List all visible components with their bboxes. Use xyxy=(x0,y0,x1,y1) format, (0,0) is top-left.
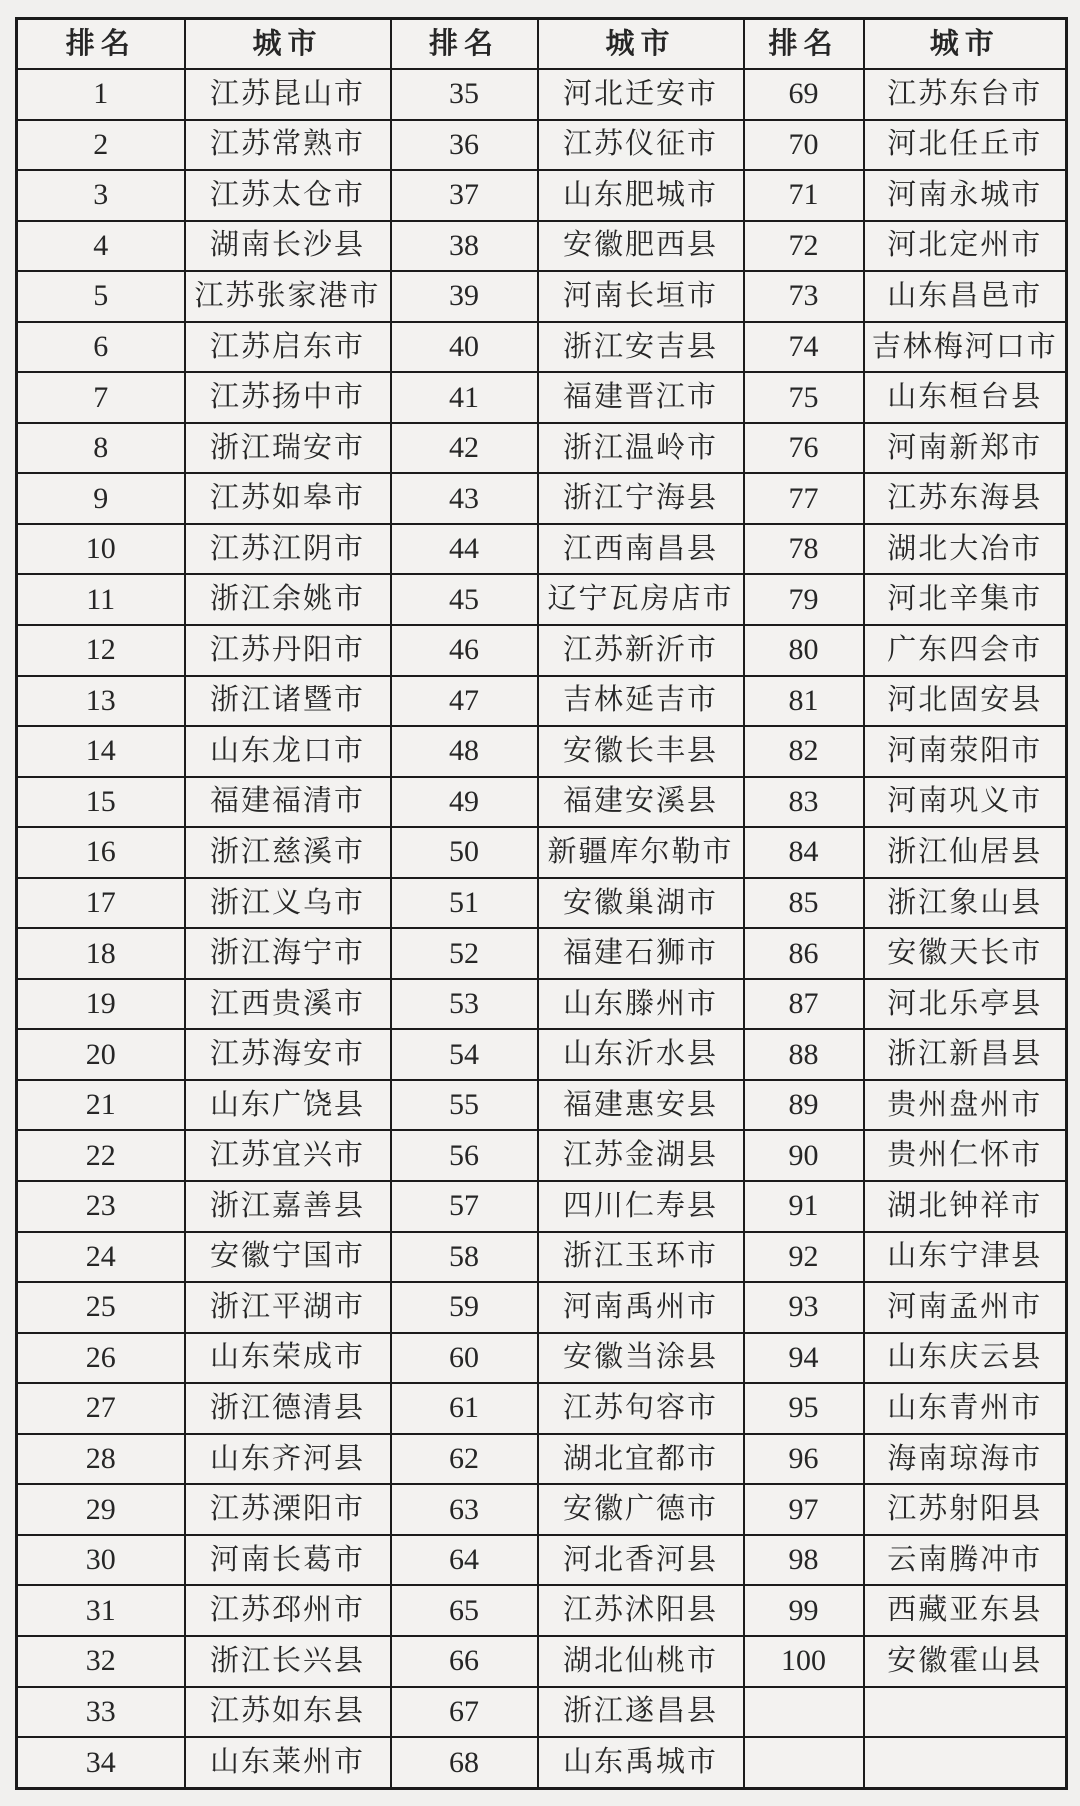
city-cell: 山东荣成市 xyxy=(185,1333,391,1384)
table-row xyxy=(17,1333,1067,1384)
city-cell: 福建晋江市 xyxy=(538,372,744,423)
rank-cell: 38 xyxy=(391,221,538,272)
city-cell: 河北迁安市 xyxy=(538,69,744,120)
rank-cell: 26 xyxy=(17,1333,185,1384)
rank-cell: 36 xyxy=(391,120,538,171)
city-cell: 山东沂水县 xyxy=(538,1029,744,1080)
rank-cell: 65 xyxy=(391,1585,538,1636)
table-row xyxy=(17,1687,1067,1738)
rank-cell: 56 xyxy=(391,1130,538,1181)
city-cell: 河南长垣市 xyxy=(538,271,744,322)
city-cell: 江苏扬中市 xyxy=(185,372,391,423)
city-cell: 山东广饶县 xyxy=(185,1080,391,1131)
rank-cell: 31 xyxy=(17,1585,185,1636)
rank-cell: 70 xyxy=(744,120,864,171)
rank-cell: 63 xyxy=(391,1484,538,1535)
rank-cell: 10 xyxy=(17,524,185,575)
city-cell: 安徽霍山县 xyxy=(864,1636,1067,1687)
city-cell: 河南新郑市 xyxy=(864,423,1067,474)
rank-cell: 42 xyxy=(391,423,538,474)
city-cell: 山东龙口市 xyxy=(185,726,391,777)
city-cell: 江苏海安市 xyxy=(185,1029,391,1080)
city-cell: 河南荥阳市 xyxy=(864,726,1067,777)
city-cell: 浙江德清县 xyxy=(185,1383,391,1434)
city-cell: 江苏常熟市 xyxy=(185,120,391,171)
city-cell: 安徽广德市 xyxy=(538,1484,744,1535)
city-cell: 贵州仁怀市 xyxy=(864,1130,1067,1181)
table-row xyxy=(17,827,1067,878)
city-cell: 山东莱州市 xyxy=(185,1737,391,1788)
rank-cell: 37 xyxy=(391,170,538,221)
city-cell: 江苏丹阳市 xyxy=(185,625,391,676)
rank-cell: 68 xyxy=(391,1737,538,1788)
table-row xyxy=(17,69,1067,120)
rank-cell: 87 xyxy=(744,979,864,1030)
rank-cell: 89 xyxy=(744,1080,864,1131)
city-cell: 湖北大冶市 xyxy=(864,524,1067,575)
rank-cell: 18 xyxy=(17,928,185,979)
city-cell: 河南永城市 xyxy=(864,170,1067,221)
rank-cell: 88 xyxy=(744,1029,864,1080)
city-cell: 江苏昆山市 xyxy=(185,69,391,120)
rank-cell: 51 xyxy=(391,878,538,929)
column-header-city: 城市 xyxy=(538,19,744,70)
rank-cell: 64 xyxy=(391,1535,538,1586)
city-cell: 山东禹城市 xyxy=(538,1737,744,1788)
city-cell: 浙江平湖市 xyxy=(185,1282,391,1333)
rank-cell: 62 xyxy=(391,1434,538,1485)
rank-cell: 27 xyxy=(17,1383,185,1434)
rank-cell: 57 xyxy=(391,1181,538,1232)
city-cell: 河北香河县 xyxy=(538,1535,744,1586)
city-cell: 山东庆云县 xyxy=(864,1333,1067,1384)
city-cell: 湖北钟祥市 xyxy=(864,1181,1067,1232)
table-row xyxy=(17,1737,1067,1788)
rank-cell: 9 xyxy=(17,473,185,524)
rank-cell: 59 xyxy=(391,1282,538,1333)
table-row xyxy=(17,928,1067,979)
city-cell: 浙江长兴县 xyxy=(185,1636,391,1687)
rank-cell: 94 xyxy=(744,1333,864,1384)
rank-cell: 12 xyxy=(17,625,185,676)
city-cell: 河北辛集市 xyxy=(864,574,1067,625)
rank-cell: 11 xyxy=(17,574,185,625)
rank-cell: 20 xyxy=(17,1029,185,1080)
city-cell: 浙江安吉县 xyxy=(538,322,744,373)
rank-cell: 15 xyxy=(17,777,185,828)
rank-cell: 1 xyxy=(17,69,185,120)
city-cell: 浙江义乌市 xyxy=(185,878,391,929)
rank-cell: 98 xyxy=(744,1535,864,1586)
city-cell: 山东宁津县 xyxy=(864,1232,1067,1283)
table-row xyxy=(17,1484,1067,1535)
rank-cell: 82 xyxy=(744,726,864,777)
city-cell: 江苏江阴市 xyxy=(185,524,391,575)
city-cell: 吉林延吉市 xyxy=(538,676,744,727)
table-row xyxy=(17,120,1067,171)
city-cell: 福建惠安县 xyxy=(538,1080,744,1131)
city-cell: 辽宁瓦房店市 xyxy=(538,574,744,625)
city-cell: 福建福清市 xyxy=(185,777,391,828)
table-row xyxy=(17,1130,1067,1181)
rank-cell: 16 xyxy=(17,827,185,878)
city-cell: 新疆库尔勒市 xyxy=(538,827,744,878)
city-cell: 浙江余姚市 xyxy=(185,574,391,625)
city-cell: 浙江象山县 xyxy=(864,878,1067,929)
rank-cell: 5 xyxy=(17,271,185,322)
city-cell: 江苏邳州市 xyxy=(185,1585,391,1636)
city-cell: 吉林梅河口市 xyxy=(864,322,1067,373)
city-cell: 安徽天长市 xyxy=(864,928,1067,979)
table-row xyxy=(17,1080,1067,1131)
table-row xyxy=(17,1535,1067,1586)
rank-cell: 34 xyxy=(17,1737,185,1788)
rank-cell: 84 xyxy=(744,827,864,878)
city-cell: 安徽肥西县 xyxy=(538,221,744,272)
rank-cell: 71 xyxy=(744,170,864,221)
table-row xyxy=(17,170,1067,221)
rank-cell: 81 xyxy=(744,676,864,727)
rank-cell: 67 xyxy=(391,1687,538,1738)
city-cell: 浙江温岭市 xyxy=(538,423,744,474)
city-cell: 福建安溪县 xyxy=(538,777,744,828)
rank-cell: 17 xyxy=(17,878,185,929)
rank-cell: 90 xyxy=(744,1130,864,1181)
city-cell: 湖北宜都市 xyxy=(538,1434,744,1485)
city-cell: 河南长葛市 xyxy=(185,1535,391,1586)
table-row xyxy=(17,1282,1067,1333)
rank-cell: 93 xyxy=(744,1282,864,1333)
city-cell: 河北乐亭县 xyxy=(864,979,1067,1030)
table-row xyxy=(17,574,1067,625)
column-header-rank: 排名 xyxy=(744,19,864,70)
rank-cell: 47 xyxy=(391,676,538,727)
city-cell: 山东肥城市 xyxy=(538,170,744,221)
rank-cell: 83 xyxy=(744,777,864,828)
city-cell: 西藏亚东县 xyxy=(864,1585,1067,1636)
city-cell: 江苏如皋市 xyxy=(185,473,391,524)
rank-cell: 32 xyxy=(17,1636,185,1687)
rank-cell: 53 xyxy=(391,979,538,1030)
table-row xyxy=(17,423,1067,474)
rank-cell xyxy=(744,1737,864,1788)
rank-cell: 95 xyxy=(744,1383,864,1434)
city-cell: 江苏东海县 xyxy=(864,473,1067,524)
table-row xyxy=(17,878,1067,929)
table-row xyxy=(17,524,1067,575)
city-cell: 湖北仙桃市 xyxy=(538,1636,744,1687)
table-row xyxy=(17,1434,1067,1485)
table-row xyxy=(17,676,1067,727)
table-row xyxy=(17,271,1067,322)
rank-cell: 80 xyxy=(744,625,864,676)
rank-cell: 28 xyxy=(17,1434,185,1485)
city-cell: 安徽巢湖市 xyxy=(538,878,744,929)
city-cell: 浙江海宁市 xyxy=(185,928,391,979)
table-row xyxy=(17,1232,1067,1283)
header-row xyxy=(17,19,1067,70)
city-cell: 福建石狮市 xyxy=(538,928,744,979)
city-cell: 江苏句容市 xyxy=(538,1383,744,1434)
rank-cell: 23 xyxy=(17,1181,185,1232)
city-cell: 山东青州市 xyxy=(864,1383,1067,1434)
rank-cell: 75 xyxy=(744,372,864,423)
city-cell: 浙江仙居县 xyxy=(864,827,1067,878)
table-row xyxy=(17,1585,1067,1636)
rank-cell: 25 xyxy=(17,1282,185,1333)
city-cell: 江苏溧阳市 xyxy=(185,1484,391,1535)
rank-cell: 21 xyxy=(17,1080,185,1131)
table-row xyxy=(17,1029,1067,1080)
rank-cell: 58 xyxy=(391,1232,538,1283)
rank-cell: 40 xyxy=(391,322,538,373)
column-header-city: 城市 xyxy=(864,19,1067,70)
city-cell: 浙江宁海县 xyxy=(538,473,744,524)
city-cell: 山东桓台县 xyxy=(864,372,1067,423)
city-cell: 浙江玉环市 xyxy=(538,1232,744,1283)
rank-cell: 3 xyxy=(17,170,185,221)
rank-cell: 69 xyxy=(744,69,864,120)
rank-cell: 24 xyxy=(17,1232,185,1283)
city-cell: 四川仁寿县 xyxy=(538,1181,744,1232)
city-cell: 山东齐河县 xyxy=(185,1434,391,1485)
city-cell: 河北任丘市 xyxy=(864,120,1067,171)
rank-cell: 19 xyxy=(17,979,185,1030)
rank-cell: 78 xyxy=(744,524,864,575)
rank-cell: 13 xyxy=(17,676,185,727)
city-cell: 安徽当涂县 xyxy=(538,1333,744,1384)
rank-cell: 14 xyxy=(17,726,185,777)
rank-cell: 91 xyxy=(744,1181,864,1232)
city-cell: 江苏东台市 xyxy=(864,69,1067,120)
rank-cell: 22 xyxy=(17,1130,185,1181)
table-row xyxy=(17,777,1067,828)
city-cell: 云南腾冲市 xyxy=(864,1535,1067,1586)
rank-cell: 55 xyxy=(391,1080,538,1131)
city-ranking-table xyxy=(15,17,1068,1790)
rank-cell: 49 xyxy=(391,777,538,828)
city-cell: 安徽长丰县 xyxy=(538,726,744,777)
table-row xyxy=(17,625,1067,676)
table-row xyxy=(17,322,1067,373)
city-cell: 江苏新沂市 xyxy=(538,625,744,676)
table-row xyxy=(17,979,1067,1030)
city-cell: 河北固安县 xyxy=(864,676,1067,727)
city-cell: 贵州盘州市 xyxy=(864,1080,1067,1131)
city-cell: 河南巩义市 xyxy=(864,777,1067,828)
city-cell: 江苏射阳县 xyxy=(864,1484,1067,1535)
city-cell: 湖南长沙县 xyxy=(185,221,391,272)
city-cell: 江苏金湖县 xyxy=(538,1130,744,1181)
city-cell: 浙江慈溪市 xyxy=(185,827,391,878)
rank-cell: 44 xyxy=(391,524,538,575)
rank-cell: 41 xyxy=(391,372,538,423)
city-cell: 江苏宜兴市 xyxy=(185,1130,391,1181)
rank-cell: 79 xyxy=(744,574,864,625)
city-cell: 广东四会市 xyxy=(864,625,1067,676)
column-header-rank: 排名 xyxy=(17,19,185,70)
rank-cell: 92 xyxy=(744,1232,864,1283)
rank-cell: 7 xyxy=(17,372,185,423)
city-cell: 江西贵溪市 xyxy=(185,979,391,1030)
city-cell: 河南孟州市 xyxy=(864,1282,1067,1333)
table-row xyxy=(17,221,1067,272)
rank-cell: 4 xyxy=(17,221,185,272)
city-cell: 江苏张家港市 xyxy=(185,271,391,322)
rank-cell: 54 xyxy=(391,1029,538,1080)
table-row xyxy=(17,473,1067,524)
rank-cell: 86 xyxy=(744,928,864,979)
city-cell: 浙江新昌县 xyxy=(864,1029,1067,1080)
rank-cell: 72 xyxy=(744,221,864,272)
rank-cell: 29 xyxy=(17,1484,185,1535)
city-cell: 河北定州市 xyxy=(864,221,1067,272)
city-cell: 江苏沭阳县 xyxy=(538,1585,744,1636)
rank-cell: 52 xyxy=(391,928,538,979)
rank-cell: 46 xyxy=(391,625,538,676)
rank-cell: 2 xyxy=(17,120,185,171)
rank-cell: 60 xyxy=(391,1333,538,1384)
city-cell: 江苏太仓市 xyxy=(185,170,391,221)
city-cell: 河南禹州市 xyxy=(538,1282,744,1333)
rank-cell: 76 xyxy=(744,423,864,474)
column-header-city: 城市 xyxy=(185,19,391,70)
city-cell: 江苏启东市 xyxy=(185,322,391,373)
city-cell: 江苏如东县 xyxy=(185,1687,391,1738)
column-header-rank: 排名 xyxy=(391,19,538,70)
rank-cell: 33 xyxy=(17,1687,185,1738)
table-body xyxy=(17,69,1067,1789)
city-cell: 海南琼海市 xyxy=(864,1434,1067,1485)
city-cell xyxy=(864,1737,1067,1788)
rank-cell: 100 xyxy=(744,1636,864,1687)
city-cell xyxy=(864,1687,1067,1738)
table-row xyxy=(17,1636,1067,1687)
rank-cell: 30 xyxy=(17,1535,185,1586)
city-cell: 江苏仪征市 xyxy=(538,120,744,171)
rank-cell: 35 xyxy=(391,69,538,120)
rank-cell: 97 xyxy=(744,1484,864,1535)
rank-cell: 43 xyxy=(391,473,538,524)
rank-cell: 99 xyxy=(744,1585,864,1636)
table-row xyxy=(17,372,1067,423)
city-cell: 浙江遂昌县 xyxy=(538,1687,744,1738)
rank-cell: 77 xyxy=(744,473,864,524)
rank-cell: 61 xyxy=(391,1383,538,1434)
rank-cell: 50 xyxy=(391,827,538,878)
rank-cell: 8 xyxy=(17,423,185,474)
rank-cell: 96 xyxy=(744,1434,864,1485)
rank-cell: 85 xyxy=(744,878,864,929)
city-cell: 安徽宁国市 xyxy=(185,1232,391,1283)
table-row xyxy=(17,1181,1067,1232)
rank-cell: 39 xyxy=(391,271,538,322)
city-cell: 山东滕州市 xyxy=(538,979,744,1030)
city-cell: 山东昌邑市 xyxy=(864,271,1067,322)
city-cell: 浙江嘉善县 xyxy=(185,1181,391,1232)
rank-cell: 6 xyxy=(17,322,185,373)
table-row xyxy=(17,726,1067,777)
city-cell: 江西南昌县 xyxy=(538,524,744,575)
table-row xyxy=(17,1383,1067,1434)
rank-cell: 45 xyxy=(391,574,538,625)
rank-cell: 48 xyxy=(391,726,538,777)
rank-cell xyxy=(744,1687,864,1738)
rank-cell: 66 xyxy=(391,1636,538,1687)
city-cell: 浙江瑞安市 xyxy=(185,423,391,474)
rank-cell: 74 xyxy=(744,322,864,373)
rank-cell: 73 xyxy=(744,271,864,322)
city-cell: 浙江诸暨市 xyxy=(185,676,391,727)
